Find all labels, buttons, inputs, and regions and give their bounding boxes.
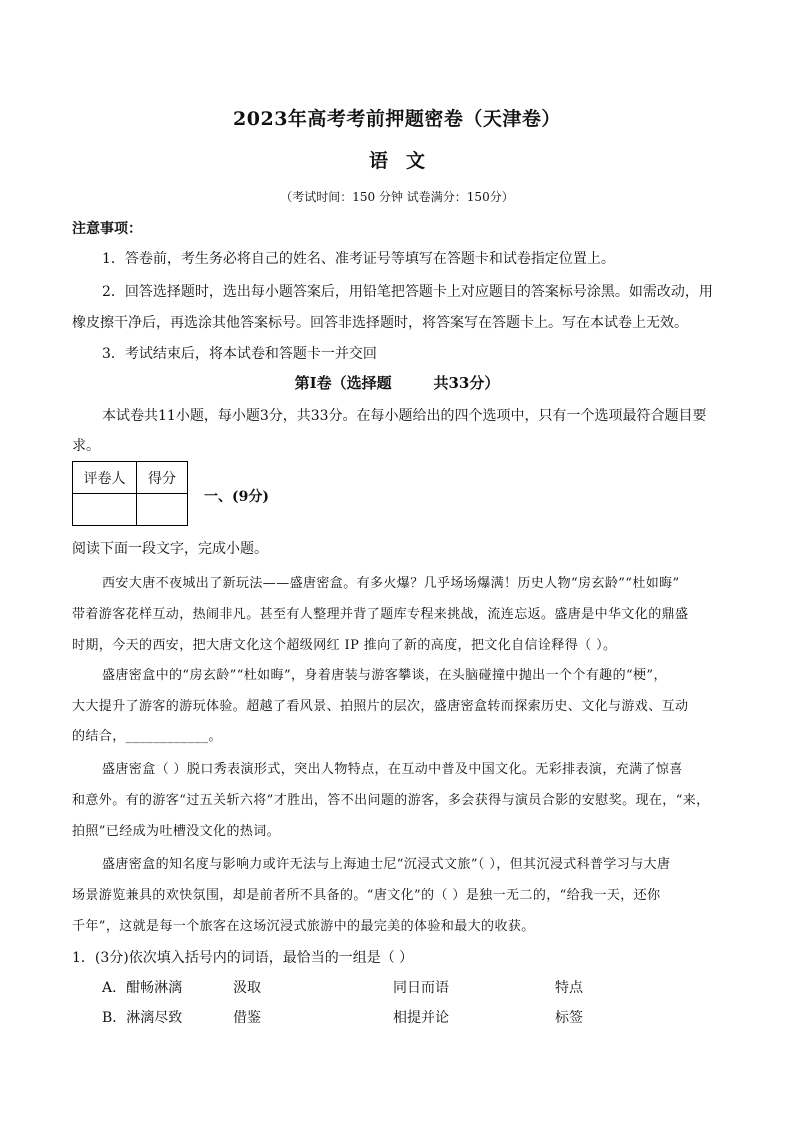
passage-line: 盛唐密盒中的“房玄龄”“杜如晦”，身着唐装与游客攀谈，在头脑碰撞中抛出一个个有趣的“梗”， <box>102 668 667 683</box>
notice-line-3: 橡皮擦干净后，再选涂其他答案标号。回答非选择题时，将答案写在答题卡上。写在本试卷上无效。 <box>72 315 688 331</box>
score-cell <box>137 494 188 526</box>
option-word: 同日而语 <box>393 980 449 996</box>
passage-line: 和意外。有的游客“过五关斩六将”才胜出，答不出问题的游客，多会获得与演员合影的安慰奖。现在，“来， <box>72 793 710 808</box>
passage-line: 盛唐密盒的知名度与影响力或许无法与上海迪士尼“沉浸式文旅”（ ），但其沉浸式科普学习与大唐 <box>102 857 671 872</box>
exam-subject: 语文 <box>368 150 443 172</box>
passage-line: 拍照”已经成为吐槽没文化的热词。 <box>72 824 281 839</box>
reviewer-cell <box>73 494 137 526</box>
passage-line: 时期，今天的西安，把大唐文化这个超级网红 IP 推向了新的高度，把文化自信诠释得（ ）。 <box>72 638 617 653</box>
notice-line-2: 2．回答选择题时，选出每小题答案后，用铅笔把答题卡上对应题目的答案标号涂黑。如需改动，用 <box>102 284 713 300</box>
reviewer-header: 评卷人 <box>73 462 137 494</box>
option-label: A．酣畅淋漓 <box>102 980 183 996</box>
exam-info: （考试时间：150 分钟 试卷满分：150分） <box>280 190 514 204</box>
passage-line: 场景游览兼具的欢快氛围，却是前者所不具备的。“唐文化”的（ ）是独一无二的，“给我一天，还你 <box>72 888 661 903</box>
option-word: 借鉴 <box>233 1010 261 1026</box>
section-instruction: 阅读下面一段文字，完成小题。 <box>72 541 268 557</box>
option-word: 汲取 <box>233 980 261 996</box>
option-word: 相提并论 <box>393 1010 449 1026</box>
section-heading: 一、(9分) <box>204 489 269 505</box>
passage-line: 大大提升了游客的游玩体验。超越了看风景、拍照片的层次，盛唐密盒转而探索历史、文化与游戏、互动 <box>72 699 689 714</box>
part-one-intro-1: 本试卷共11小题，每小题3分，共33分。在每小题给出的四个选项中，只有一个选项最符合题目要 <box>102 408 707 424</box>
passage-line: 盛唐密盒（ ）脱口秀表演形式，突出人物特点，在互动中普及中国文化。无彩排表演，充满了惊喜 <box>102 762 683 777</box>
passage-line: 带着游客花样互动，热闹非凡。甚至有人整理并背了题库专程来挑战，流连忘返。盛唐是中华文化的鼎盛 <box>72 607 689 622</box>
part-one-intro-2: 求。 <box>72 438 100 454</box>
question-stem: 1．(3分)依次填入括号内的词语，最恰当的一组是（ ） <box>72 950 414 966</box>
part-one-title: 第Ⅰ卷（选择题 共33分） <box>294 374 500 392</box>
score-table <box>72 461 188 526</box>
option-word: 特点 <box>555 980 583 996</box>
notice-heading: 注意事项： <box>72 221 142 237</box>
option-label: B．淋漓尽致 <box>102 1010 183 1026</box>
passage-line: 千年”，这就是每一个旅客在这场沉浸式旅游中的最完美的体验和最大的收获。 <box>72 919 535 934</box>
score-header: 得分 <box>137 462 188 494</box>
passage-line: 的结合，____________。 <box>72 729 222 744</box>
option-word: 标签 <box>555 1010 583 1026</box>
passage-line: 西安大唐不夜城出了新玩法——盛唐密盒。有多火爆？几乎场场爆满！历史人物“房玄龄”“杜如晦” <box>102 576 680 591</box>
notice-line-4: 3．考试结束后，将本试卷和答题卡一并交回 <box>102 346 377 362</box>
notice-line-1: 1．答卷前，考生务必将自己的姓名、准考证号等填写在答题卡和试卷指定位置上。 <box>102 251 615 267</box>
exam-title: 2023年高考考前押题密卷（天津卷） <box>233 108 561 130</box>
